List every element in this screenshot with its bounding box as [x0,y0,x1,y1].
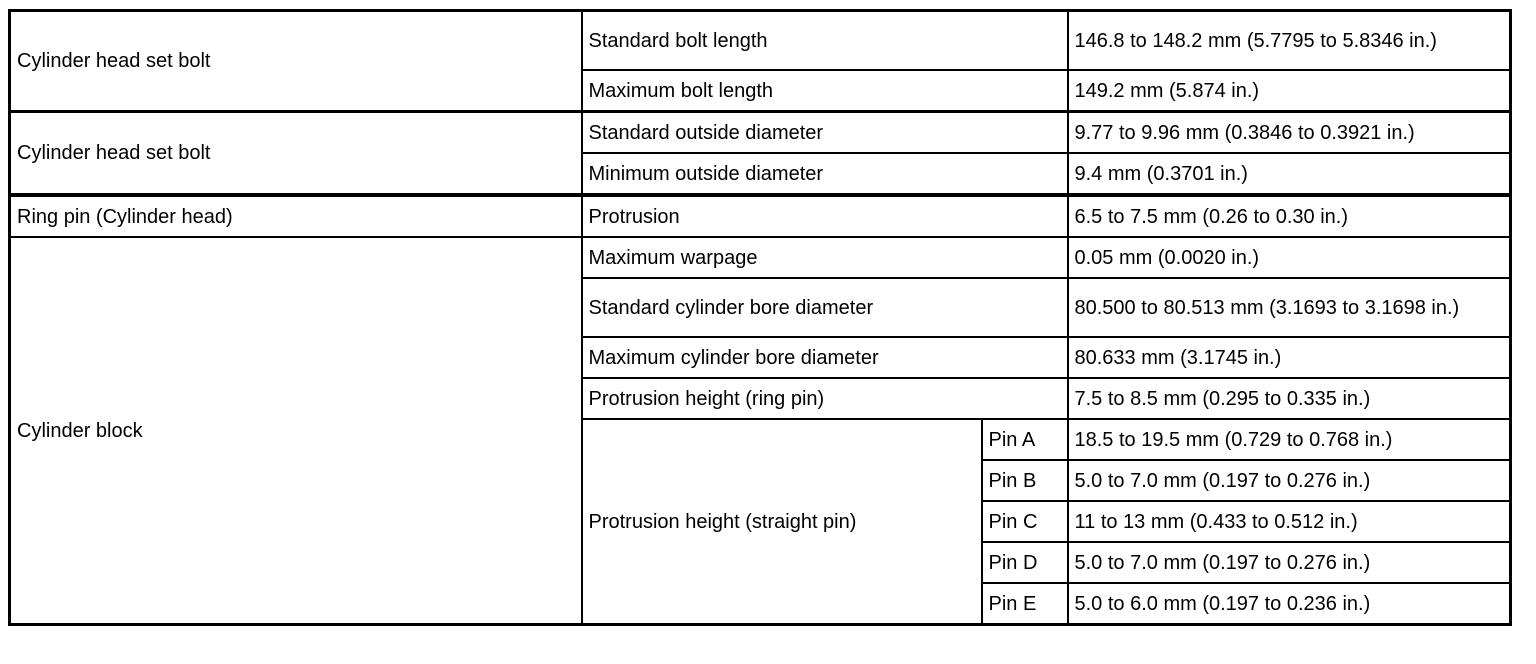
item-cell: Protrusion height (straight pin) [582,419,982,625]
value-cell: 5.0 to 7.0 mm (0.197 to 0.276 in.) [1068,460,1511,501]
component-cell: Cylinder head set bolt [10,11,582,112]
item-cell: Minimum outside diameter [582,153,1068,195]
value-cell: 9.4 mm (0.3701 in.) [1068,153,1511,195]
value-cell: 149.2 mm (5.874 in.) [1068,70,1511,112]
value-cell: 6.5 to 7.5 mm (0.26 to 0.30 in.) [1068,195,1511,237]
item-cell: Maximum cylinder bore diameter [582,337,1068,378]
item-cell: Standard bolt length [582,11,1068,71]
item-cell: Protrusion [582,195,1068,237]
item-cell: Standard cylinder bore diameter [582,278,1068,337]
value-cell: 80.500 to 80.513 mm (3.1693 to 3.1698 in.) [1068,278,1511,337]
table-row [10,11,1511,71]
pin-label-cell: Pin A [982,419,1068,460]
value-cell: 0.05 mm (0.0020 in.) [1068,237,1511,278]
pin-label-cell: Pin E [982,583,1068,625]
specification-table [8,9,1512,626]
item-cell: Protrusion height (ring pin) [582,378,1068,419]
component-cell: Cylinder head set bolt [10,112,582,196]
pin-label-cell: Pin D [982,542,1068,583]
item-cell: Maximum warpage [582,237,1068,278]
value-cell: 18.5 to 19.5 mm (0.729 to 0.768 in.) [1068,419,1511,460]
table-row [10,237,1511,278]
value-cell: 146.8 to 148.2 mm (5.7795 to 5.8346 in.) [1068,11,1511,71]
component-cell: Ring pin (Cylinder head) [10,195,582,237]
table-row [10,195,1511,237]
value-cell: 5.0 to 7.0 mm (0.197 to 0.276 in.) [1068,542,1511,583]
value-cell: 11 to 13 mm (0.433 to 0.512 in.) [1068,501,1511,542]
value-cell: 80.633 mm (3.1745 in.) [1068,337,1511,378]
component-cell: Cylinder block [10,237,582,625]
pin-label-cell: Pin B [982,460,1068,501]
value-cell: 7.5 to 8.5 mm (0.295 to 0.335 in.) [1068,378,1511,419]
item-cell: Maximum bolt length [582,70,1068,112]
value-cell: 5.0 to 6.0 mm (0.197 to 0.236 in.) [1068,583,1511,625]
table-row [10,112,1511,154]
pin-label-cell: Pin C [982,501,1068,542]
item-cell: Standard outside diameter [582,112,1068,154]
value-cell: 9.77 to 9.96 mm (0.3846 to 0.3921 in.) [1068,112,1511,154]
